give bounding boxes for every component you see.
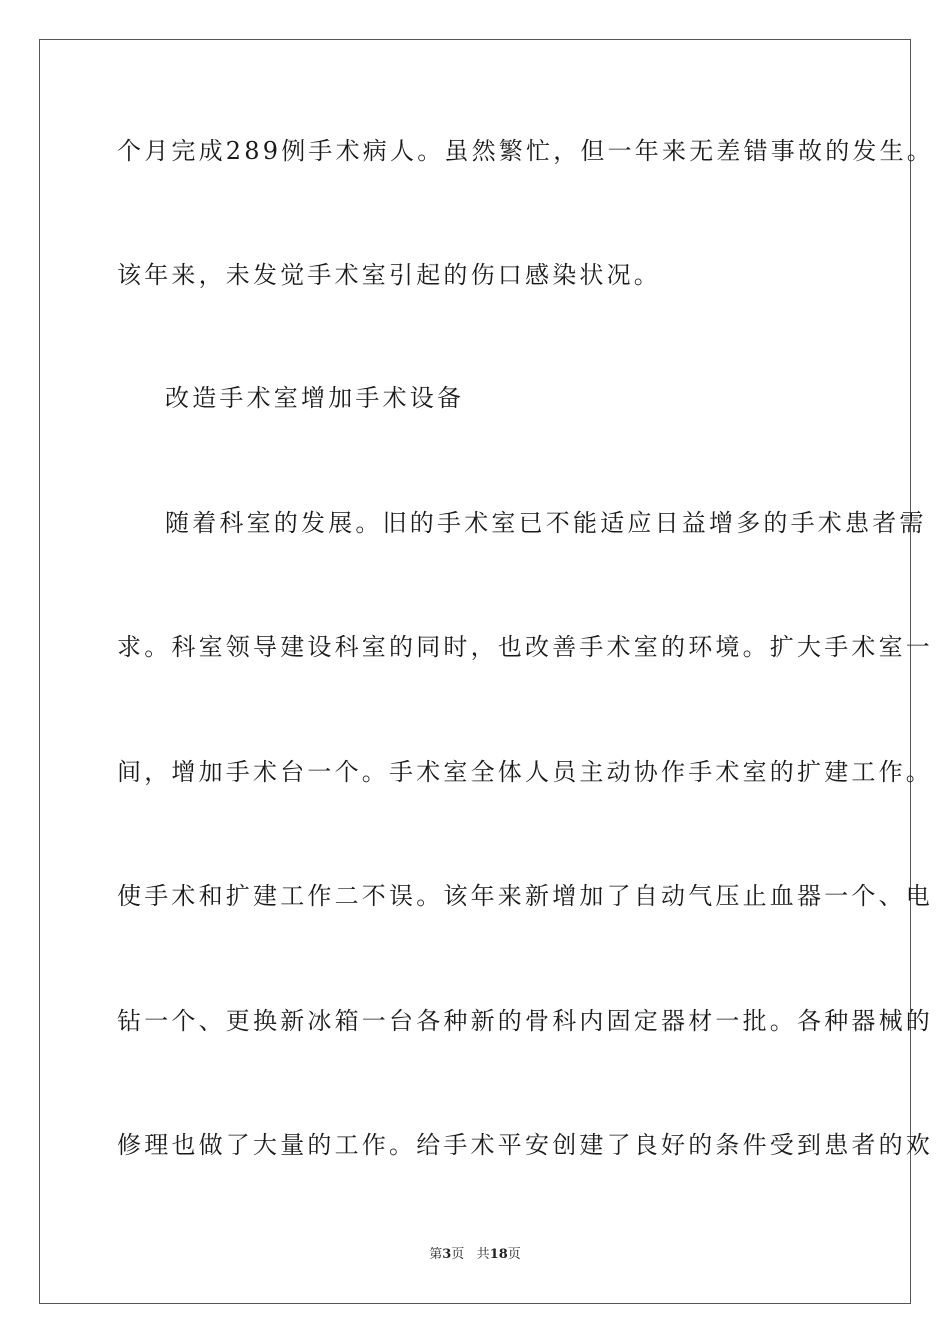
page-border — [39, 39, 911, 1304]
text-line-1: 个月完成289例手术病人。虽然繁忙，但一年来无差错事故的发生。 — [117, 137, 935, 165]
section-heading: 改造手术室增加手术设备 — [165, 384, 465, 412]
footer-total-prefix: 共 — [476, 1247, 490, 1262]
text-line-8: 钻一个、更换新冰箱一台各种新的骨科内固定器材一批。各种器械的 — [117, 1007, 933, 1035]
footer-page-number: 3 — [442, 1247, 452, 1262]
footer-total-suffix: 页 — [507, 1247, 521, 1262]
page-footer — [0, 1246, 950, 1264]
footer-page-prefix: 第 — [429, 1247, 443, 1262]
text-line-5: 求。科室领导建设科室的同时，也改善手术室的环境。扩大手术室一 — [117, 633, 933, 661]
text-line-9: 修理也做了大量的工作。给手术平安创建了良好的条件受到患者的欢 — [117, 1131, 933, 1159]
footer-total-pages: 18 — [489, 1247, 508, 1262]
text-line-7: 使手术和扩建工作二不误。该年来新增加了自动气压止血器一个、电 — [117, 882, 933, 910]
text-line-6: 间，增加手术台一个。手术室全体人员主动协作手术室的扩建工作。 — [117, 758, 933, 786]
footer-page-suffix: 页 — [451, 1247, 465, 1262]
text-line-4: 随着科室的发展。旧的手术室已不能适应日益增多的手术患者需 — [165, 509, 927, 537]
text-line-2: 该年来，未发觉手术室引起的伤口感染状况。 — [117, 261, 661, 289]
